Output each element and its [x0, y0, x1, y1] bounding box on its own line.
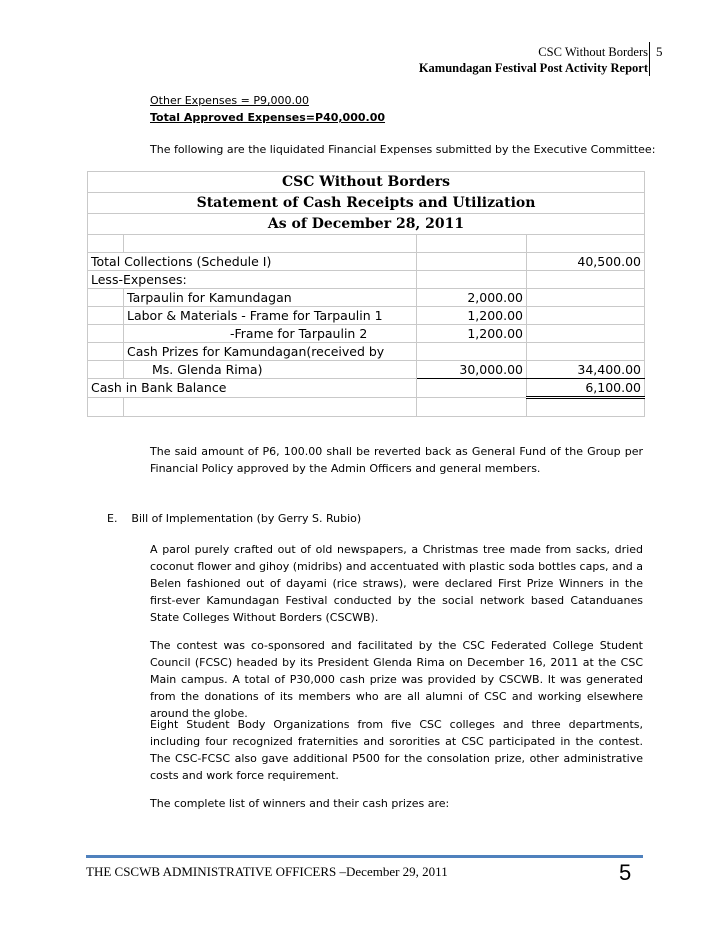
expense-amount: 1,200.00 [417, 325, 527, 343]
section-e-paragraph-3: Eight Student Body Organizations from five CSC colleges and three departments, including four recognized fraternities and sororities at CSC participated in the contest. The CSC-FCSC also gave additional P500 for the consolation prize, other administrative costs and work force requirement. [150, 718, 643, 782]
table-lead-in: The following are the liquidated Financial Expenses submitted by the Executive Committee: [150, 143, 656, 156]
expense-amount: 2,000.00 [417, 289, 527, 307]
table-row [88, 271, 645, 289]
section-e-paragraph-2: The contest was co-sponsored and facilitated by the CSC Federated College Student Council (FCSC) headed by its President Glenda Rima on December 16, 2011 at the CSC Main campus. A total of P30,000 cash prize was provided by CSCWB. It was generated from the donations of its members who are all alumni of CSC and working elsewhere around the globe. [150, 639, 643, 720]
header-page-number: 5 [656, 44, 663, 59]
table-row [88, 325, 645, 343]
statement-subtitle: Statement of Cash Receipts and Utilization [88, 193, 645, 214]
cash-in-bank-label: Cash in Bank Balance [88, 379, 417, 398]
expense-label: Tarpaulin for Kamundagan [124, 289, 417, 307]
expense-amount: 1,200.00 [417, 307, 527, 325]
table-row [88, 343, 645, 361]
cash-statement-table [87, 171, 645, 417]
table-row [88, 289, 645, 307]
table-row [88, 307, 645, 325]
table-row [88, 361, 645, 379]
statement-date: As of December 28, 2011 [88, 214, 645, 235]
total-approved-expenses: Total Approved Expenses=P40,000.00 [150, 111, 386, 124]
less-expenses-label: Less-Expenses: [88, 271, 417, 289]
total-collections-label: Total Collections (Schedule I) [88, 253, 417, 271]
cash-prizes-recipient: Ms. Glenda Rima) [124, 361, 417, 379]
footer-text: THE CSCWB ADMINISTRATIVE OFFICERS –December 29, 2011 [86, 864, 448, 879]
revert-note: The said amount of P6, 100.00 shall be reverted back as General Fund of the Group per Financial Policy approved by the Admin Officers and general members. [150, 445, 643, 475]
section-e-heading: E. Bill of Implementation (by Gerry S. Rubio) [107, 512, 362, 525]
footer-divider [86, 855, 643, 858]
header-title: CSC Without Borders [538, 45, 648, 59]
header-subtitle: Kamundagan Festival Post Activity Report [418, 61, 648, 75]
table-row [88, 379, 645, 398]
running-header [419, 44, 648, 76]
footer-page-number: 5 [619, 860, 632, 885]
other-expenses: Other Expenses = P9,000.00 [150, 94, 309, 107]
section-e-paragraph-1: A parol purely crafted out of old newspapers, a Christmas tree made from sacks, dried coconut flower and gihoy (midribs) and accentuated with plastic soda bottles caps, and a Belen fashioned out of dayami (rice straws), were declared First Prize Winners in the first-ever Kamundagan Festival conducted by the social network based Catanduanes State Colleges Without Borders (CSCWB). [150, 543, 643, 624]
section-e-paragraph-4: The complete list of winners and their cash prizes are: [150, 797, 450, 810]
cash-prizes-label: Cash Prizes for Kamundagan(received by [124, 343, 417, 361]
table-row [88, 253, 645, 271]
cash-in-bank-value: 6,100.00 [527, 379, 645, 398]
total-expenses-value: 34,400.00 [527, 361, 645, 379]
expense-label: -Frame for Tarpaulin 2 [124, 325, 417, 343]
expense-label: Labor & Materials - Frame for Tarpaulin 1 [124, 307, 417, 325]
statement-title: CSC Without Borders [88, 172, 645, 193]
header-divider [649, 42, 650, 76]
cash-prizes-amount: 30,000.00 [417, 361, 527, 379]
total-collections-value: 40,500.00 [527, 253, 645, 271]
